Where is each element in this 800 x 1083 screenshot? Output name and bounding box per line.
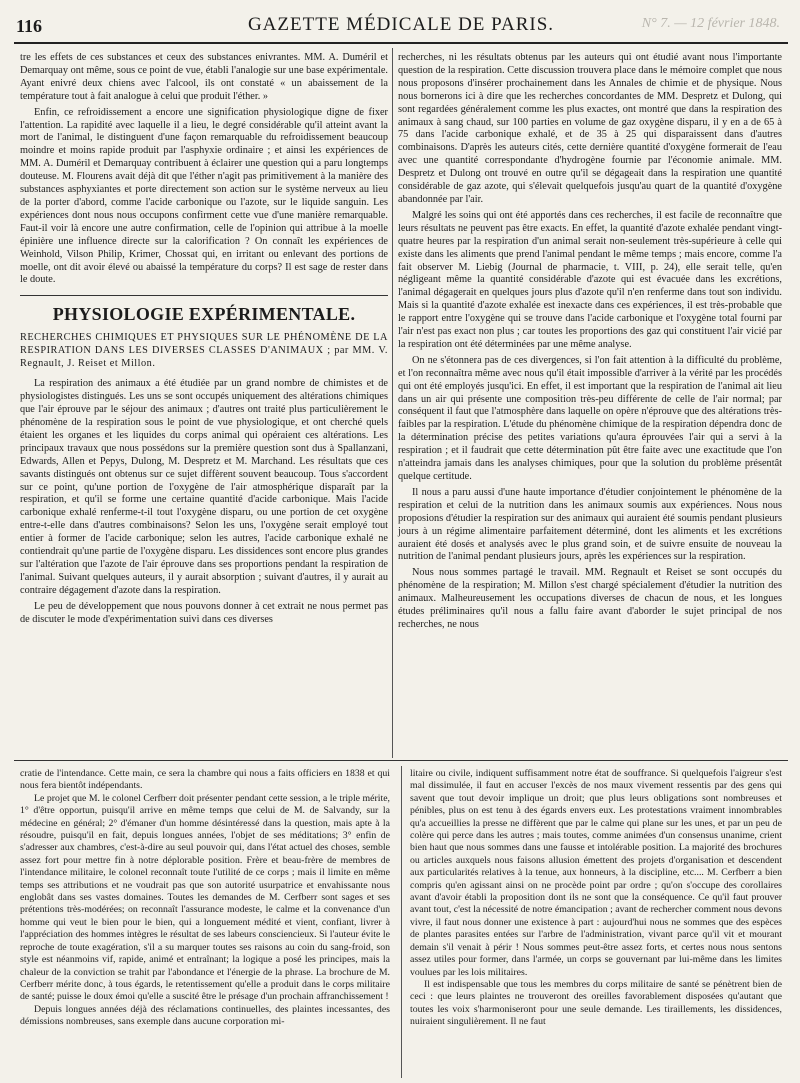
article-subtitle: RECHERCHES CHIMIQUES ET PHYSIQUES SUR LE PHÉNOMÈNE DE LA RESPIRATION DANS LES DIVERSES CLASSES D'ANIMAUX ; par MM. V. Regnault, J. Reiset et Millon. bbox=[20, 332, 388, 370]
feuilleton-left-column bbox=[20, 768, 390, 1029]
paragraph: Nous nous sommes partagé le travail. MM. Regnault et Reiset se sont occupés du phénomène de la respiration; M. Millon s'est chargé spécialement d'étudier la nutrition des animaux. Malheureusement les occupations diverses de chacun de nous, et les longues études préliminaires qu'il nous a fallu faire avant d'aborder le sujet principal de nos recherches, ne nous bbox=[398, 567, 782, 630]
paragraph: Le peu de développement que nous pouvons donner à cet extrait ne nous permet pas de discuter le mode d'expérimentation suivi dans ces diverses bbox=[20, 600, 388, 625]
paragraph: litaire ou civile, indiquent suffisamment notre état de souffrance. Si quelquefois l'aigreur s'est mal dissimulée, il faut en accuser l'excès de nos maux vivement ressentis par des gens qui savent que tout devoir implique un droit; que plus leurs obligations sont nombreuses et pénibles, plus on est tenu à des égards envers eux. Les protestations vraiment innombrables qu'a accueillies la presse ne diffèrent que par le calme qui plane sur les unes, et par un peu de colère qui perce dans les autres ; mais toutes, comme animées d'un consensus unanime, crient bien haut que nous sommes dans une fausse et intolérable position. La majorité des brochures ou articles auxquels nous faisons allusion émettent des projets d'organisation et descendent aux particularités relatives à la tenue, aux honneurs, à la discipline, etc.... M. Cerfberr a bien compris qu'en agissant ainsi on ne procède point par ordre ; qu'on s'occupe des corollaires avant d'avoir établi la proposition dont ils ne sont que la conséquence. Ce qu'il faut prouver avant tout, c'est la nécessité de notre émancipation ; avant de rechercher comment nous devons vivre, il faut nous donner une existence à part : aujourd'hui nous ne sommes que des espèces de plantes parasites entées sur l'arbre de l'administration, vivant parce qu'il vit et mourant demain s'il venait à périr ! Nous sommes peut-être assez forts, et certes nous nous sentons assez utiles pour former, dans l'armée, un corps se gouvernant par lui-même dans les limites voulues par les lois militaires. bbox=[410, 768, 782, 978]
paragraph: On ne s'étonnera pas de ces divergences, si l'on fait attention à la difficulté du problème, et l'on reconnaîtra même avec nous qu'il était impossible d'arriver à la vérité par les procédés qui ont été employés jusqu'ici. En effet, il est important que la respiration de l'animal ait lieu dans un air qui présente une composition très-peu différente de celle de l'air normal; par conséquent il faut que l'atmosphère dans laquelle on opère n'éprouve que des altérations très-faibles par la respiration. L'étude du phénomène chimique de la respiration dépendra donc de la détermination précise des petites variations qu'aura éprouvées l'air qui a servi à la respiration ; et il faudrait que cette détermination pût être faite avec une exactitude que l'on n'atteindra jamais dans les analyses chimiques, pour que la solution du problème présentât quelque certitude. bbox=[398, 354, 782, 482]
column-divider bbox=[401, 766, 402, 1078]
section-divider bbox=[20, 295, 388, 296]
paragraph: Il est indispensable que tous les membres du corps militaire de santé se pénètrent bien de ceci : que leurs plaintes ne trouveront des oreilles favorablement disposées qu'autant que toutes les voix s'harmoniseront pour une seule demande. Les tiraillements, les dissidences, nuiraient singulièrement. Il ne faut bbox=[410, 978, 782, 1028]
feuilleton-divider bbox=[14, 760, 788, 761]
paragraph: La respiration des animaux a été étudiée par un grand nombre de chimistes et de physiologistes distingués. Les uns se sont occupés uniquement des altérations chimiques que l'air éprouve par le séjour des animaux ; d'autres ont traité plus particulièrement le phénomène de la respiration sous le point de vue physiologique, et ont cherché quels étaient les organes et les liquides du corps animal qui opéraient ces altérations. Les principaux travaux que nous possédons sur la première question sont dus à Spallanzani, Edwards, Allen et Pepys, Dulong, M. Despretz et M. Marchand. Les résultats que ces savants distingués ont obtenus sur ce sujet diffèrent souvent beaucoup. Tous s'accordent sur ce point, qu'une portion de l'oxygène de l'air atmosphérique disparaît par la respiration, et qu'il se forme une certaine quantité d'acide carbonique. Mais l'acide carbonique exhalé renferme-t-il tout l'oxygène disparu, ou une portion de cet oxygène entre-t-elle dans d'autres combinaisons? Selon les uns, l'oxygène serait employé tout entier à former de l'acide carbonique; selon les autres, l'acide carbonique exhalé ne contiendrait qu'une partie de l'oxygène disparu. Les dissidences sont encore plus grandes sur l'altération que l'azote de l'air éprouve dans ses proportions pendant la respiration de l'animal. Suivant quelques auteurs, il y aurait absorption ; suivant d'autres, il y aurait au contraire dégagement d'azote dans la respiration. bbox=[20, 378, 388, 596]
paragraph: tre les effets de ces substances et ceux des substances enivrantes. MM. A. Duméril et Demarquay ont même, sous ce point de vue, établi l'analogie sur une base expérimentale. Ayant enivré deux chiens avec l'alcool, ils ont constaté « un abaissement de la température tout à fait analogue à celui que produit l'éther. » bbox=[20, 52, 388, 102]
paragraph: cratie de l'intendance. Cette main, ce sera la chambre qui nous a faits officiers en 1838 et qui nous fera bientôt indépendants. bbox=[20, 768, 390, 792]
bleed-through-text: N° 7. — 12 février 1848. bbox=[641, 16, 780, 31]
paragraph: Le projet que M. le colonel Cerfberr doit présenter pendant cette session, a le triple mérite, 1° d'être opportun, puisqu'il arrive en même temps que celui de M. de Salvandy, sur la médecine en général; 2° d'émaner d'un homme désintéressé dans la question, mais apte à la résoudre, puisqu'il en fait, depuis longues années, l'objet de ses méditations; 3° enfin de s'adresser aux chambres, c'est-à-dire au seul pouvoir qui, dans l'état actuel des choses, semble assez fort pour mettre fin à notre déplorable position. Frère et beau-frère de membres de l'intendance militaire, le colonel reconnaît toute l'utilité de ce corps ; mais il limite en même temps ses attributions et ne voudrait pas que son autorité usurpatrice et envahissante nous englobât dans ses vastes domaines. Toutes les demandes de M. Cerfberr sont sages et ses prétentions très-modérées; on reconnaît l'assurance modeste, le calme et la convenance d'un homme qui veut le bien pour le bien, qui a longuement médité et vient, confiant, livrer à l'appréciation des hommes intègres le résultat de ses labeurs consciencieux. Si l'auteur évite le reproche de toute exagération, s'il a su marquer toutes ses raisons au coin du sang-froid, son style est néanmoins vif, rapide, animé et entraînant; la logique a posé les principes, mais la chaleur de la conviction se trahit par l'abondance et l'énergie de la phrase. La brochure de M. Cerfberr mérite donc, à tous égards, le retentissement qu'elle a produit dans le corps militaire de santé; puisse le doux émoi qu'elle a suscité être le présage d'un prochain affranchissement ! bbox=[20, 792, 390, 1003]
page-header bbox=[14, 6, 788, 44]
paragraph: Enfin, ce refroidissement a encore une signification physiologique digne de fixer l'attention. La rapidité avec laquelle il a lieu, le degré considérable qu'il atteint avant la mort de l'animal, le distinguent d'une façon remarquable du refroidissement beaucoup moindre et moins rapide produit par l'asphyxie ordinaire ; et ainsi les expériences de MM. A. Duméril et Demarquay contribuent à éclairer une question qui a paru longtemps douteuse. M. Flourens avait déjà dit que l'éther n'agit pas primitivement à la manière des substances asphyxiantes et porte directement son action sur le système nerveux au lieu de la porter d'abord, comme l'acide carbonique ou l'azote, sur le liquide sanguin. Les expériences dont nous nous occupons confirment cette vue d'une manière remarquable. Faut-il voir là encore une autre confirmation, celle de l'opinion qui attribue à la moelle épinière une influence directe sur la calorification ? On connaît les expériences de Weinhold, Vilson Philip, Krimer, Chossat qui, en irritant ou enlevant des portions de moelle, ont dit avoir élevé ou abaissé la température du corps? Il est sage de rester dans le doute. bbox=[20, 106, 388, 286]
feuilleton-right-column bbox=[410, 768, 782, 1029]
paragraph: Malgré les soins qui ont été apportés dans ces recherches, il est facile de reconnaître que leurs résultats ne peuvent pas être exacts. En effet, la quantité d'azote exhalée pendant vingt-quatre heures par la respiration d'un animal serait non-seulement très-supérieure à celle qui existe dans les aliments que prend l'animal pendant le même temps ; mais encore, comme l'a fait observer M. Liebig (Journal de pharmacie, t. VIII, p. 24), elle serait telle, qu'en négligeant même la quantité considérable d'azote qui est évacuée dans les excrétions, l'animal dégagerait en quelques jours plus d'azote qu'il n'en renferme dans tout son individu. Mais si la quantité d'azote exhalée est inexacte dans ces expériences, il est très-probable que le rapport entre l'oxygène qui se trouve dans l'acide carbonique et l'oxygène total fourni par l'air n'est pas exact non plus ; car toutes les proportions des gaz qui constituent l'air vicié par la respiration ont été déterminées par une même analyse. bbox=[398, 209, 782, 350]
gazette-title: GAZETTE MÉDICALE DE PARIS. bbox=[247, 14, 555, 35]
paragraph: recherches, ni les résultats obtenus par les auteurs qui ont étudié avant nous l'importante question de la respiration. Cette discussion trouvera place dans le mémoire complet que nous nous proposons d'insérer prochainement dans les Annales de chimie et de physique. Nous nous bornerons ici à dire que les recherches concordantes de MM. Despretz et Dulong, qui sont regardées généralement comme les plus exactes, ont montré que dans la respiration des animaux à sang chaud, sur 100 parties en volume de gaz oxygène disparu, il y en a de 65 à 75 dans l'acide carbonique exhalé, et de 35 à 25 qui disparaissent dans d'autres combinaisons. D'après les auteurs cités, cette dernière quantité d'oxygène formerait de l'eau avec une quantité correspondante d'hydrogène fournie par l'économie animale. MM. Despretz et Dulong ont trouvé en outre qu'il se dégageait dans la respiration une quantité considérable de gaz azote, qui s'élevait quelquefois jusqu'au quart de la quantité d'oxygène abandonnée par l'air. bbox=[398, 52, 782, 205]
column-divider bbox=[392, 48, 393, 758]
paragraph: Depuis longues années déjà des réclamations continuelles, des plaintes incessantes, des démissions nombreuses, sans exemple dans aucune corporation mi- bbox=[20, 1003, 390, 1028]
paragraph: Il nous a paru aussi d'une haute importance d'étudier conjointement le phénomène de la respiration et celui de la nutrition dans les animaux soumis aux expériences. Nous nous proposions d'étudier la respiration sur des animaux qui auraient été soumis pendant plusieurs jours à un régime alimentaire parfaitement déterminé, dont les aliments et les excrétions auraient été dosés et analysés avec le plus grand soin, et de suivre ensuite de nouveau la nutrition de l'animal pendant plusieurs jours, après les expériences sur la respiration. bbox=[398, 486, 782, 563]
left-column bbox=[20, 52, 388, 627]
section-title: PHYSIOLOGIE EXPÉRIMENTALE. bbox=[52, 304, 356, 325]
page-number: 116 bbox=[16, 16, 43, 36]
right-column bbox=[398, 52, 782, 632]
